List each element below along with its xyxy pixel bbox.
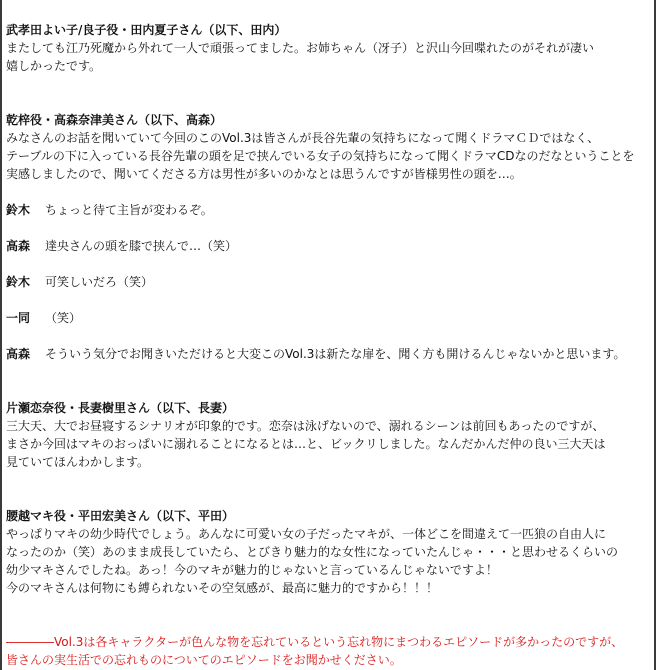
paragraph-line: 実感しましたので、聞いてくださる方は男性が多いのかなとは思うんですが皆様男性の頭を…。: [6, 167, 522, 181]
dialogue-line: [6, 345, 654, 363]
dialogue-block: [6, 201, 654, 363]
paragraph-line: テーブルの下に入っている長谷先輩の頭を足で挟んでいる女子の気持ちになって聞くドラマCDなのだなということを: [6, 149, 635, 163]
paragraph-line: 三大天、大でお昼寝するシナリオが印象的です。恋奈は泳げないので、溺れるシーンは前回もあったのですが、: [6, 419, 605, 433]
speaker-heading: 腰越マキ役・平田宏美さん（以下、平田）: [6, 509, 235, 523]
dialogue-speaker: 一同: [6, 311, 31, 325]
dialogue-line: [6, 273, 654, 291]
dialogue-speaker: 鈴木: [6, 275, 31, 289]
dialogue-line: [6, 309, 654, 327]
dialogue-speaker: 鈴木: [6, 203, 31, 217]
section-takamori: [6, 111, 654, 183]
dialogue-line: [6, 201, 654, 219]
dialogue-speaker: 高森: [6, 239, 31, 253]
paragraph-line: 今のマキさんは何物にも縛られないその空気感が、最高に魅力的ですから！！！: [6, 581, 439, 595]
paragraph-line: なったのか（笑）あのまま成長していたら、とびきり魅力的な女性になっていたんじゃ・・・と思わせるくらいの: [6, 545, 619, 559]
paragraph-line: またしても江乃死魔から外れて一人で頑張ってました。お姉ちゃん（冴子）と沢山今回喋れたのがそれが凄い: [6, 41, 595, 55]
speaker-heading: 乾梓役・高森奈津美さん（以下、高森）: [6, 113, 223, 127]
section-hirata: [6, 507, 654, 597]
interview-content: [6, 21, 654, 669]
question-line: 皆さんの実生活での忘れものについてのエピソードをお聞かせください。: [6, 653, 402, 667]
speaker-heading: 片瀬恋奈役・長妻樹里さん（以下、長妻）: [6, 401, 235, 415]
dialogue-text: そういう気分でお聞きいただけると大変このVol.3は新たな扉を、聞く方も開けるんじゃないかと思います。: [45, 347, 626, 361]
dialogue-text: 可笑しいだろ（笑）: [45, 275, 154, 289]
paragraph-line: 嬉しかったです。: [6, 59, 102, 73]
paragraph-line: まさか今回はマキのおっぱいに溺れることになるとは…と、ビックリしました。なんだかんだ仲の良い三大天は: [6, 437, 606, 451]
speaker-heading: 武孝田よい子/良子役・田内夏子さん（以下、田内）: [6, 23, 287, 37]
section-nagatsuma: [6, 399, 654, 471]
dialogue-text: ちょっと待て主旨が変わるぞ。: [45, 203, 213, 217]
paragraph-line: 幼少マキさんでしたね。あっ！今のマキが魅力的じゃないと言っているんじゃないですよ！: [6, 563, 498, 577]
paragraph-line: 見ていてほんわかします。: [6, 455, 150, 469]
interviewer-question: [6, 633, 654, 669]
paragraph-line: やっぱりマキの幼少時代でしょう。あんなに可愛い女の子だったマキが、一体どこを間違えて一匹狼の自由人に: [6, 527, 607, 541]
section-tauchi: [6, 21, 654, 75]
dialogue-text: 達央さんの頭を膝で挟んで…（笑）: [45, 239, 238, 253]
question-line: ――――Vol.3は各キャラクターが色んな物を忘れているという忘れ物にまつわるエピソードが多かったのですが、: [6, 635, 624, 649]
dialogue-line: [6, 237, 654, 255]
dialogue-speaker: 高森: [6, 347, 31, 361]
paragraph-line: みなさんのお話を聞いていて今回のこのVol.3は皆さんが長谷先輩の気持ちになって聞くドラマＣＤではなく、: [6, 131, 600, 145]
dialogue-text: （笑）: [45, 311, 82, 325]
